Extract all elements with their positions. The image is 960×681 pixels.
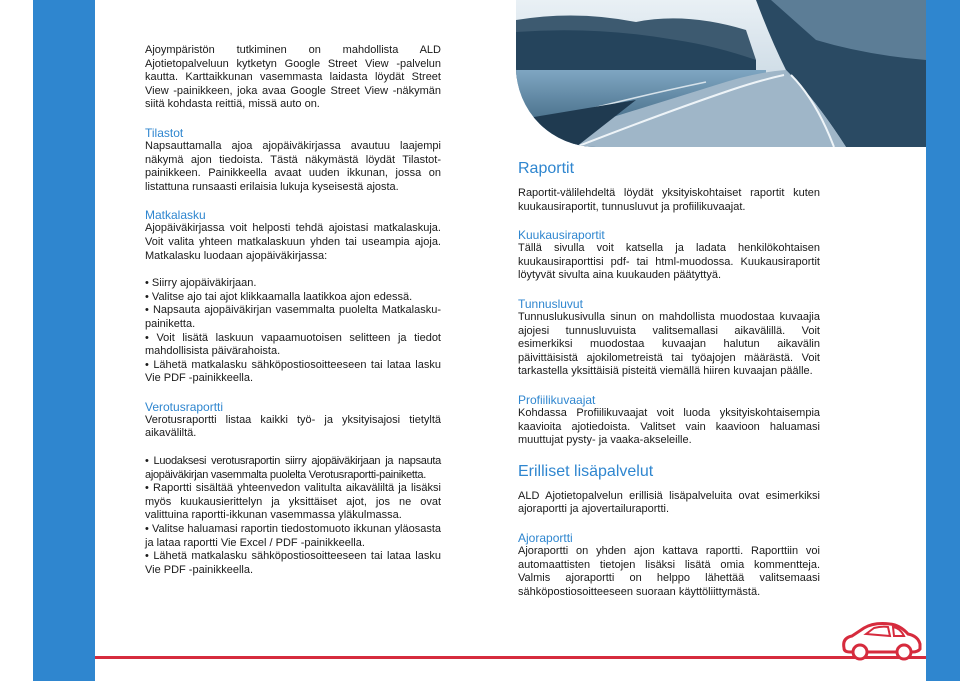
list-item: • Napsauta ajopäiväkirjan vasemmalta puolelta Matkalasku-painiketta. [145, 304, 441, 331]
section-ajoraportti [518, 531, 820, 599]
list-item: • Valitse haluamasi raportin tiedostomuoto ikkunan yläosasta ja lataa raportti Vie Excel / PDF -painikkeella. [145, 523, 441, 550]
tilastot-body: Napsauttamalla ajoa ajopäiväkirjassa avautuu laajempi näkymä ajon tiedoista. Tästä näkymästä löydät Tilastot-painikkeen. Painikkeella avaat uuden ikkunan, jossa on listattuna runsaasti erilaisia lukuja kyseisestä ajosta. [145, 139, 441, 193]
section-erilliset-lisapalvelut [518, 462, 820, 517]
heading-kuukausiraportit: Kuukausiraportit [518, 228, 605, 243]
heading-tunnusluvut: Tunnusluvut [518, 296, 583, 311]
profiilikuvaajat-body: Kohdassa Profiilikuvaajat voit luoda yksityiskohtaisempia kaavioita ajotiedoista. Valitset vain kaavioon haluamasi muuttujat pysty- ja vaaka-akseleille. [518, 406, 820, 447]
heading-matkalasku: Matkalasku [145, 208, 206, 223]
heading-erilliset-lisapalvelut: Erilliset lisäpalvelut [518, 462, 654, 480]
list-item: • Voit lisätä laskuun vapaamuotoisen selitteen ja tiedot mahdollisista päivärahoista. [145, 332, 441, 359]
right-blue-stripe [926, 0, 960, 681]
heading-verotusraportti: Verotusraportti [145, 399, 224, 414]
section-kuukausiraportit [518, 228, 820, 283]
matkalasku-body: Ajopäiväkirjassa voit helposti tehdä ajoistasi matkalaskuja. Voit valita yhteen matkalaskuun yhden tai useampia ajoja. Matkalasku luodaan ajopäiväkirjassa: [145, 222, 441, 262]
section-tunnusluvut [518, 297, 820, 379]
heading-ajoraportti: Ajoraportti [518, 530, 573, 545]
right-column [518, 159, 820, 613]
section-matkalasku [145, 208, 441, 386]
red-road-line [95, 656, 926, 659]
intro-paragraph: Ajoympäristön tutkiminen on mahdollista ALD Ajotietopalveluun kytketyn Google Street View -palvelun kautta. Karttaikkunan vasemmasta laidasta löydät Street View -painikkeen, joka avaa Google Street View -näkymän siitä kohdasta reittiä, missä auto on. [145, 44, 441, 111]
left-blue-stripe [33, 0, 95, 681]
car-icon [838, 616, 924, 667]
section-tilastot [145, 126, 441, 194]
list-item: • Siirry ajopäiväkirjaan. [145, 277, 441, 291]
verotusraportti-body: Verotusraportti listaa kaikki työ- ja yksityisajosi tietyltä aikaväliltä. [145, 413, 441, 440]
heading-raportit: Raportit [518, 160, 575, 177]
heading-profiilikuvaajat: Profiilikuvaajat [518, 392, 596, 407]
list-item: • Luodaksesi verotusraportin siirry ajopäiväkirjaan ja napsauta ajopäiväkirjan vasemmalta puolelta Verotusraportti-painiketta. [145, 455, 441, 482]
erilliset-body: ALD Ajotietopalvelun erillisiä lisäpalveluita ovat esimerkiksi ajoraportti ja ajovertailuraportti. [518, 489, 820, 516]
ajoraportti-body: Ajoraportti on yhden ajon kattava raportti. Raporttiin voi automaattisten tietojen lisäksi lisätä omia kommentteja. Valmis ajoraportti on helppo lähettää valitsemaasi sähköpostiosoitteeseen suoraan käyttöliittymästä. [518, 544, 820, 598]
verotusraportti-steps [145, 455, 441, 577]
list-item: • Lähetä matkalasku sähköpostiosoitteeseen tai lataa lasku Vie PDF -painikkeella. [145, 550, 441, 577]
left-column [145, 44, 441, 591]
tunnusluvut-body: Tunnuslukusivulla sinun on mahdollista muodostaa kuvaajia ajojesi tunnusluvuista valitsemallasi aikavälillä. Voit esimerkiksi muodostaa kuvaajan halutun aikavälin päivittäisistä ajokilometreistä tai työajojen määrästä. Voit tarkastella yksittäisiä pisteitä viemällä hiiren kuvaajan päälle. [518, 310, 820, 378]
section-profiilikuvaajat [518, 393, 820, 448]
list-item: • Lähetä matkalasku sähköpostiosoitteeseen tai lataa lasku Vie PDF -painikkeella. [145, 359, 441, 386]
list-item: • Valitse ajo tai ajot klikkaamalla laatikkoa ajon edessä. [145, 291, 441, 305]
section-verotusraportti [145, 400, 441, 578]
matkalasku-steps [145, 277, 441, 386]
raportit-body: Raportit-välilehdeltä löydät yksityiskohtaiset raportit kuten kuukausiraportit, tunnusluvut ja profiilikuvaajat. [518, 187, 820, 213]
section-raportit [518, 159, 820, 214]
kuukausiraportit-body: Tällä sivulla voit katsella ja ladata henkilökohtaisen kuukausiraporttisi pdf- tai html-muodossa. Kuukausiraportit löytyvät sivulta aina kuukauden päätyttyä. [518, 242, 820, 282]
road-photo [516, 0, 926, 147]
heading-tilastot: Tilastot [145, 125, 184, 140]
list-item: • Raportti sisältää yhteenvedon valitulta aikaväliltä ja lisäksi myös kuukausierittelyn ja yksittäiset ajot, jos ne ovat valittuina raportti-ikkunan vasemmassa yläkulmassa. [145, 482, 441, 523]
